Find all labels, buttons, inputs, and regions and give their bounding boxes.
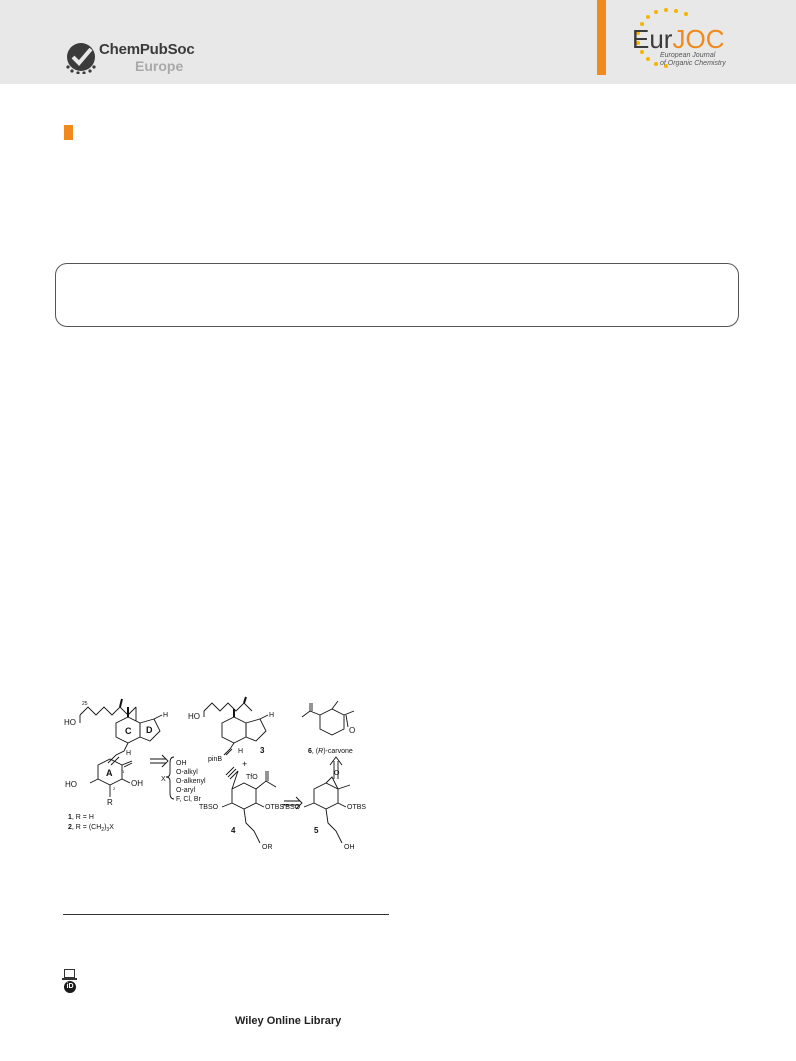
c1-pos2: 2 [113,786,116,791]
abstract-box [55,263,739,327]
c5-tbso: TBSO [281,804,301,811]
x-opt-halogens: F, Cl, Br [176,796,201,803]
c1-position-25: 25 [82,701,88,707]
wordmark-joc: JOC [672,24,725,54]
wiley-online-library[interactable]: Wiley Online Library [235,1015,342,1027]
c2-num: 2 [68,824,72,831]
journal-wordmark [632,24,724,55]
eurjoc-logo [614,6,744,76]
c5-otbs: OTBS [347,804,367,811]
journal-full-line1: European Journal [660,52,716,59]
c3-h: H [269,712,275,719]
c4-or: OR [262,844,273,851]
journal-full-line2: of Organic Chemistry [660,60,726,67]
x-opt-oh: OH [176,760,187,767]
c3-pinb: pinB [208,756,223,763]
journal-header [0,0,796,84]
header-accent-bar [597,0,606,75]
journal-full-name [660,52,726,68]
c5-o: O [334,770,340,777]
compound-2-label: 2, $R = (CH_2)_3X$ [68,824,114,833]
c1-r: R [107,798,113,807]
c5-oh: OH [344,844,355,851]
c6-o: O [349,726,356,735]
chempubsoc-logo-icon [64,40,98,74]
c3-h2: H [238,748,244,755]
ring-d-label: D [146,725,153,735]
ring-c-label: C [125,726,132,736]
c6-num: 6 [308,748,312,755]
c1-oh-a: OH [131,779,143,788]
ring-a-label: A [106,768,113,778]
compound-1-label [68,814,94,821]
c4-tfo: TfO [246,774,258,781]
x-label: X [161,776,166,783]
c4-tbso: TBSO [199,804,219,811]
c2-r-def: , R = (CH [71,824,102,831]
c3-ho: HO [188,712,200,721]
c6-caption-r: R [318,748,324,755]
publisher-region: Europe [135,58,184,74]
c2-x: X [109,824,114,831]
compound-4-number: 4 [231,826,236,835]
c1-num: 1 [68,814,72,821]
x-opt-alkenyl: O-alkenyl [176,778,206,785]
compound-3-number: 3 [260,746,265,755]
compound-6-caption [308,748,353,755]
compound-5-number: 5 [314,826,319,835]
wordmark-eur: Eur [632,24,673,54]
plus-sign: + [242,759,248,769]
c2-sub: 2 [101,827,105,833]
section-marker [64,125,73,140]
c2-sub2: 3 [106,827,110,833]
footnote-rule [63,914,389,915]
c1-pos1: 1 [122,769,125,774]
x-opt-aryl: O-aryl [176,787,196,794]
c1-h-top: H [163,712,169,719]
orcid-icon[interactable]: iD [64,981,76,993]
c1-r-def: , R = H [71,814,94,821]
c4-otbs: OTBS [265,804,285,811]
retrosynthesis-scheme [62,693,388,863]
supporting-info-icon[interactable] [64,969,75,978]
c1-ho: HO [64,718,76,727]
c6-caption-a: , ( [311,748,319,755]
c6-caption-b: )-carvone [323,748,353,755]
c1-h-bottom: H [126,750,132,757]
c1-ho-a: HO [65,780,77,789]
x-opt-alkyl: O-alkyl [176,769,198,776]
publisher-name: ChemPubSoc [99,41,195,58]
